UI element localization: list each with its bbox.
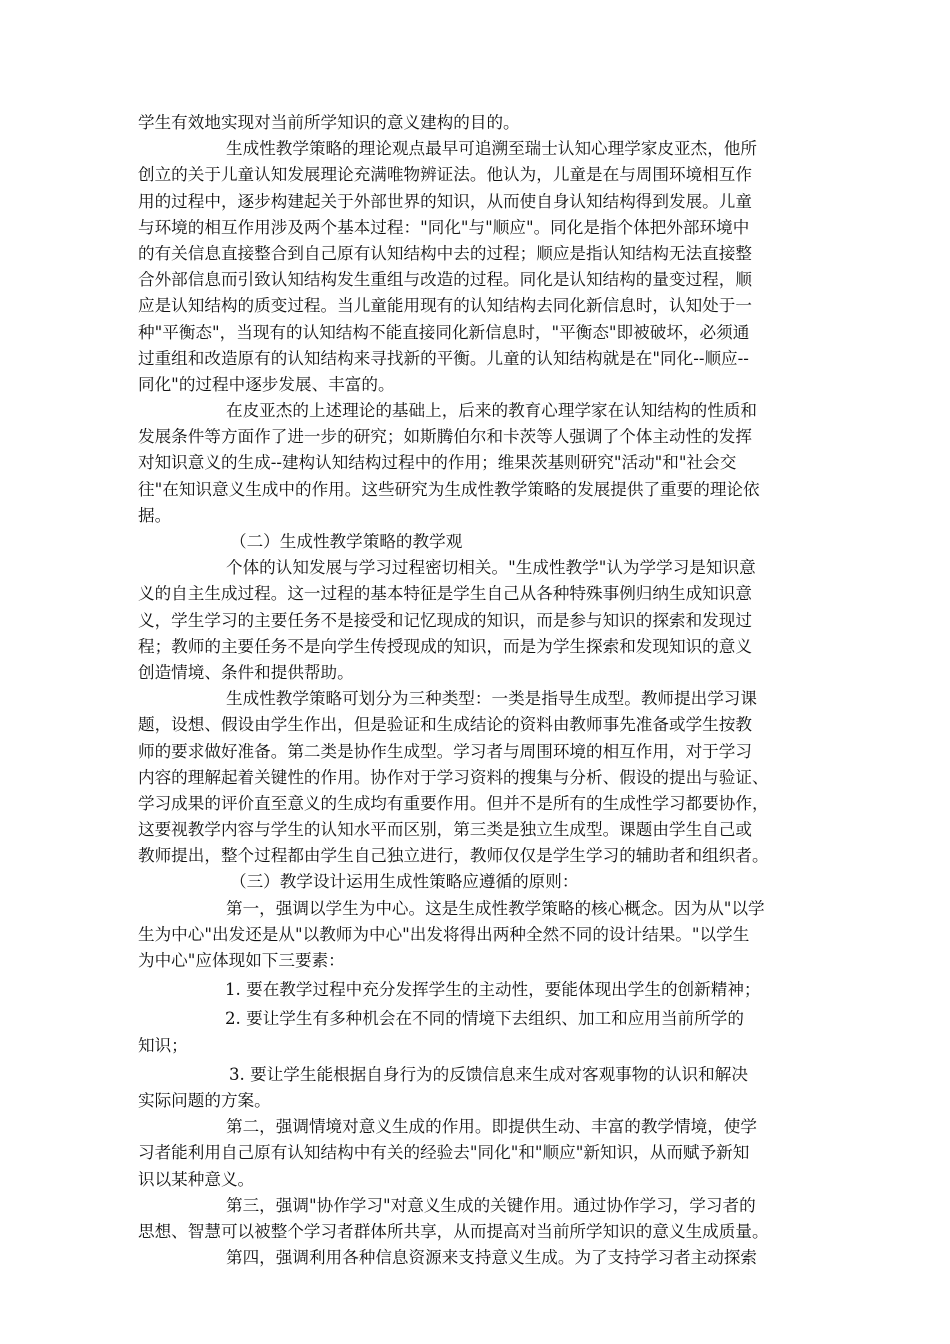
paragraph-start-line: 在皮亚杰的上述理论的基础上，后来的教育心理学家在认知结构的性质和	[226, 401, 757, 421]
text-line: 内容的理解起着关键性的作用。协作对于学习资料的搜集与分析、假设的提出与验证、	[138, 767, 769, 787]
text-line: 生为中心"出发还是从"以教师为中心"出发将得出两种全然不同的设计结果。"以学生	[138, 924, 750, 944]
text-line: 这要视教学内容与学生的认知水平而区别，第三类是独立生成型。课题由学生自己或	[138, 820, 752, 840]
text-line: 用的过程中，逐步构建起关于外部世界的知识，从而使自身认知结构得到发展。儿童	[138, 191, 752, 211]
text-line: 题，设想、假设由学生作出，但是验证和生成结论的资料由教师事先准备或学生按教	[138, 715, 752, 735]
text-line: 学生有效地实现对当前所学知识的意义建构的目的。	[138, 113, 520, 132]
text-line: 思想、智慧可以被整个学习者群体所共享，从而提高对当前所学知识的意义生成质量。	[138, 1221, 769, 1241]
text-line: 据。	[138, 505, 172, 525]
paragraph-start-line: 个体的认知发展与学习过程密切相关。"生成性教学"认为学学习是知识意	[226, 558, 756, 578]
text-line: 与环境的相互作用涉及两个基本过程："同化"与"顺应"。同化是指个体把外部环境中	[138, 217, 750, 237]
text-line: 往"在知识意义生成中的作用。这些研究为生成性教学策略的发展提供了重要的理论依	[138, 479, 760, 499]
list-item-1: 1. 要在教学过程中充分发挥学生的主动性，要能体现出学生的创新精神；	[225, 980, 761, 1000]
text-line: 知识；	[138, 1035, 188, 1055]
paragraph-start-line: 第三，强调"协作学习"对意义生成的关键作用。通过协作学习，学习者的	[226, 1195, 756, 1215]
text-line: 学习成果的评价直至意义的生成均有重要作用。但并不是所有的生成性学习都要协作，	[138, 793, 769, 813]
section-heading: （三）教学设计运用生成性策略应遵循的原则：	[230, 872, 579, 892]
text-line: 的有关信息直接整合到自己原有认知结构中去的过程；顺应是指认知结构无法直接整	[138, 243, 752, 263]
paragraph-start-line: 第二，强调情境对意义生成的作用。即提供生动、丰富的教学情境，使学	[226, 1117, 757, 1137]
document-body	[138, 110, 828, 1271]
text-line: 教师提出，整个过程都由学生自己独立进行，教师仅仅是学生学习的辅助者和组织者。	[138, 846, 769, 866]
text-line: 种"平衡态"，当现有的认知结构不能直接同化新信息时，"平衡态"即被破坏，必须通	[138, 322, 750, 342]
section-heading: （二）生成性教学策略的教学观	[230, 532, 463, 551]
text-line: 程；教师的主要任务不是向学生传授现成的知识，而是为学生探索和发现知识的意义	[138, 636, 752, 656]
paragraph-start-line: 生成性教学策略的理论观点最早可追溯至瑞士认知心理学家皮亚杰，他所	[226, 139, 757, 159]
text-line: 发展条件等方面作了进一步的研究；如斯腾伯尔和卡茨等人强调了个体主动性的发挥	[138, 427, 752, 447]
paragraph-start-line: 第四，强调利用各种信息资源来支持意义生成。为了支持学习者主动探索	[226, 1248, 757, 1268]
text-line: 习者能利用自己原有认知结构中有关的经验去"同化"和"顺应"新知识，从而赋予新知	[138, 1143, 750, 1163]
text-line: 实际问题的方案。	[138, 1090, 271, 1110]
text-line: 创造情境、条件和提供帮助。	[138, 662, 354, 682]
paragraph-start-line: 第一，强调以学生为中心。这是生成性教学策略的核心概念。因为从"以学	[226, 898, 765, 918]
text-line: 识以某种意义。	[138, 1169, 255, 1189]
text-line: 过重组和改造原有的认知结构来寻找新的平衡。儿童的认知结构就是在"同化--顺应--	[138, 348, 749, 368]
text-line: 创立的关于儿童认知发展理论充满唯物辨证法。他认为，儿童是在与周围环境相互作	[138, 165, 752, 185]
list-item-3: 3. 要让学生能根据自身行为的反馈信息来生成对客观事物的认识和解决	[229, 1064, 748, 1084]
text-line: 师的要求做好准备。第二类是协作生成型。学习者与周围环境的相互作用，对于学习	[138, 741, 752, 761]
text-line: 为中心"应体现如下三要素：	[138, 951, 345, 970]
text-line: 义的自主生成过程。这一过程的基本特征是学生自己从各种特殊事例归纳生成知识意	[138, 584, 752, 604]
text-line: 义，学生学习的主要任务不是接受和记忆现成的知识，而是参与知识的探索和发现过	[138, 610, 752, 630]
text-line: 合外部信息而引致认知结构发生重组与改造的过程。同化是认知结构的量变过程，顺	[138, 270, 752, 290]
list-item-2: 2. 要让学生有多种机会在不同的情境下去组织、加工和应用当前所学的	[225, 1009, 744, 1029]
paragraph-start-line: 生成性教学策略可划分为三种类型：一类是指导生成型。教师提出学习课	[226, 689, 757, 709]
text-line: 同化"的过程中逐步发展、丰富的。	[138, 374, 395, 394]
text-line: 应是认知结构的质变过程。当儿童能用现有的认知结构去同化新信息时，认知处于一	[138, 296, 752, 316]
text-line: 对知识意义的生成--建构认知结构过程中的作用；维果茨基则研究"活动"和"社会交	[138, 453, 737, 473]
